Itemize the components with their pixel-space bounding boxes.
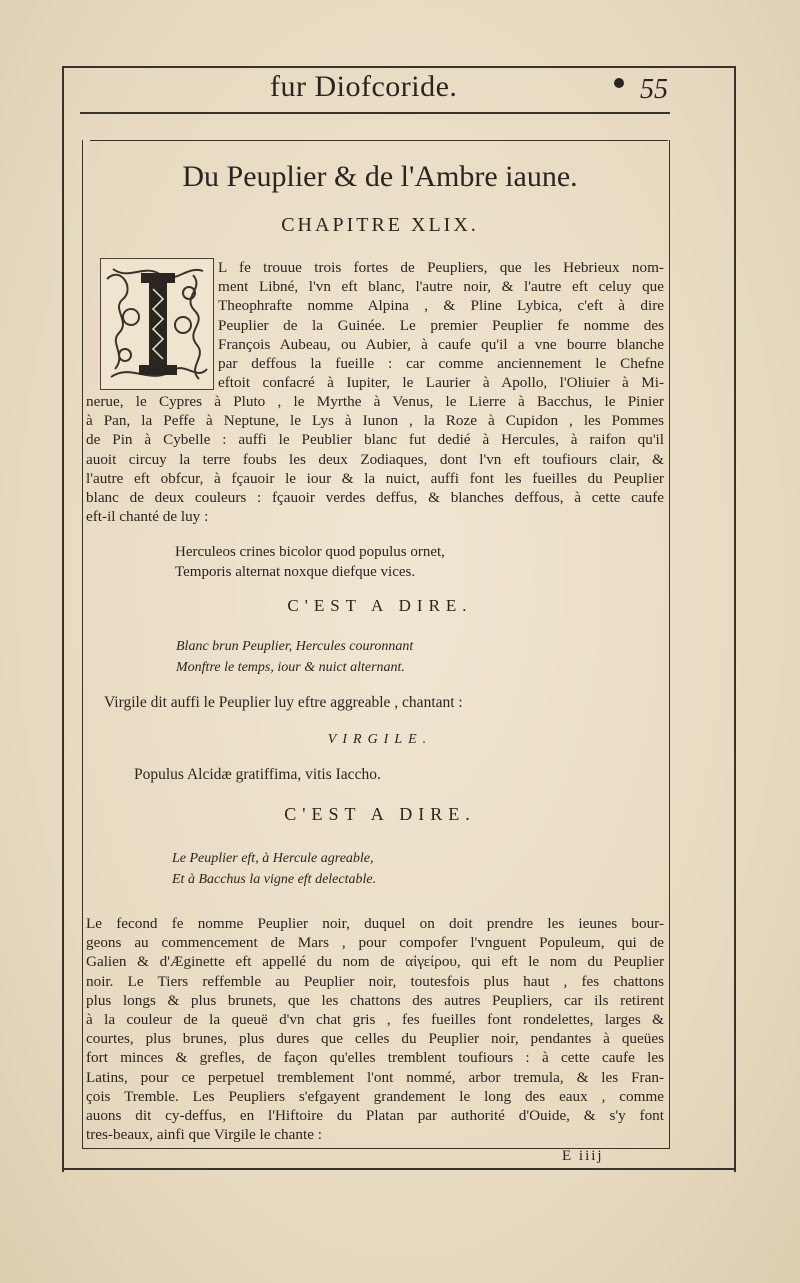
text-line: çois Tremble. Les Peupliers s'efgayent grandement le long des eaux , comme [86,1087,664,1105]
text-line: geons au commencement de Mars , pour compofer l'vnguent Populeum, qui de [86,934,664,952]
virgile-heading: VIRGILE. [327,732,433,747]
text-line: blanc de deux couleurs : fçauoir verdes deffus, & blanches deffous, à cette caufe [86,489,664,507]
virgile-intro: Virgile dit auffi le Peuplier luy eftre aggreable , chantant : [104,694,463,711]
text-line: Theophrafte nomme Alpina , & Pline Lybica, c'eft à dire [218,297,664,315]
text-line: Peuplier de la Guinée. Le premier Peuplier fe nomme des [218,316,664,334]
text-line: à Pan, la Peffe à Neptune, le Lys à Iunon , la Roze à Cupidon , les Pommes [86,412,664,430]
chapter-title: Du Peuplier & de l'Ambre iaune. [182,160,578,193]
text-line: de Pin à Cybelle : auffi le Peublier blanc fut dedié à Hercules, à raifon qu'il [86,431,664,449]
text-line: Latins, pour ce perpetuel tremblement l'ont nommé, arbor tremula, & les Fran- [86,1068,664,1086]
header-rule [80,112,670,114]
text-line: à la couleur de la queuë d'vn chat gris , fes fueilles font rondelettes, larges & [86,1011,664,1029]
signature-mark: E iiij [562,1148,604,1164]
text-line: François Aubeau, ou Aubier, à caufe qu'il a vne bourre blanche [218,335,664,353]
text-line: courtes, plus brunes, plus dures que celles du Peuplier noir, pendantes à queües [86,1030,664,1048]
text-line: noir. Le Tiers reffemble au Peuplier noir, toutesfois plus haut , fes chattons [86,972,664,990]
text-line: L fe trouue trois fortes de Peupliers, que les Hebrieux nom- [218,259,664,276]
verse-line: Temporis alternat noxque diefque vices. [175,564,416,580]
paragraph-2 [86,914,664,1144]
text-line: auons dit cy-deffus, en l'Hiftoire du Platan par authorité d'Ouide, & s'y font [86,1107,664,1125]
text-line: Le fecond fe nomme Peuplier noir, duquel on doit prendre les ieunes bour- [86,915,664,932]
text-line: eft-il chanté de luy : [86,508,209,526]
paragraph-1-opening [218,258,664,392]
text-line: plus longs & plus brunets, que les chattons des autres Peupliers, car ils retirent [86,991,664,1009]
running-head: fur Diofcoride. [270,70,458,103]
text-line: l'autre eft obfcur, à fçauoir le iour & la nuict, auffi font les fueilles du Peuplier [86,469,664,487]
text-line: eftoit confacré à Iupiter, le Laurier à Apollo, l'Oliuier à Mi- [218,374,664,392]
paragraph-1-continued [86,392,664,526]
text-line: auoit circuy la terre foubs les deux Zodiaques, dont l'vn eft toufiours clair, & [86,450,664,468]
text-line: fort minces & grefles, de façon qu'elles tremblent toufiours : à cette caufe les [86,1049,664,1067]
page-number: 55 [640,74,668,105]
verse-line: Monftre le temps, iour & nuict alternant. [176,660,405,675]
french-verse-1 [176,636,413,678]
text-line: ment Libné, l'vn eft blanc, l'autre noir, & l'autre eft celuy que [218,278,664,296]
text-line: tres-beaux, ainfi que Virgile le chante : [86,1126,322,1144]
french-verse-2 [172,848,376,890]
ink-spot [614,78,624,88]
cest-a-dire-heading-1: C'EST A DIRE. [287,596,473,615]
verse-line: Herculeos crines bicolor quod populus ornet, [175,544,445,560]
text-line: Galien & d'Æginette eft appellé du nom de αἰγείρου, qui eft le nom du Peuplier [86,953,664,971]
text-line: nerue, le Cypres à Pluto , le Myrthe à Venus, le Lierre à Bacchus, le Pinier [86,393,664,410]
ornamental-letter-I-icon [100,258,214,390]
chapter-number: CHAPITRE XLIX. [281,214,479,236]
verse-line: Blanc brun Peuplier, Hercules couronnant [176,639,414,654]
text-line: par deffous la fueille : car comme anciennement le Chefne [218,355,664,373]
verse-line: Le Peuplier eft, à Hercule agreable, [172,851,374,866]
outer-bottom-rule [62,1168,734,1170]
verse-line: Et à Bacchus la vigne eft delectable. [172,872,377,887]
latin-verse-1 [175,542,445,582]
cest-a-dire-heading-2: C'EST A DIRE. [284,804,476,824]
latin-verse-2: Populus Alcidæ gratiffima, vitis Iaccho. [134,766,381,783]
